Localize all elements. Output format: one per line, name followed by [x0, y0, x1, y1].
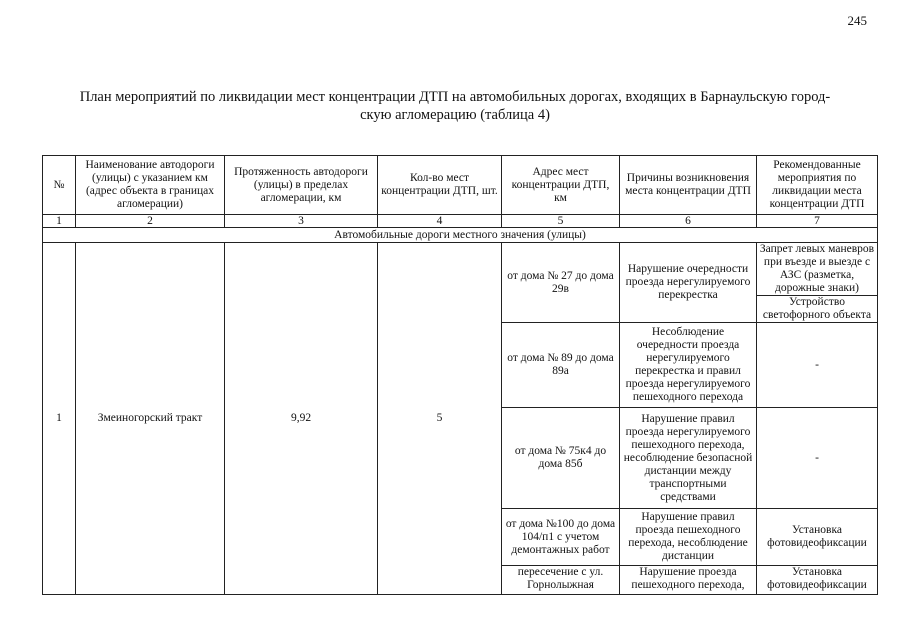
title-line-1: План мероприятий по ликвидации мест концентрации ДТП на автомобильных дорогах, входящих в Барнаульскую город-: [79, 89, 831, 105]
title-line-2: скую агломерацию (таблица 4): [360, 107, 550, 123]
header-count: Кол-во мест концентрации ДТП, шт.: [378, 156, 502, 215]
location-measure: Установка фотовидеофиксации: [757, 509, 878, 566]
road-name: Змеиногорский тракт: [76, 243, 225, 595]
column-number: 5: [502, 215, 620, 228]
road-number: 1: [43, 243, 76, 595]
location-cause: Нарушение проезда пешеходного перехода,: [620, 566, 757, 595]
column-number: 7: [757, 215, 878, 228]
column-number: 1: [43, 215, 76, 228]
location-address: от дома № 89 до дома 89а: [502, 323, 620, 408]
section-title: Автомобильные дороги местного значения (улицы): [43, 228, 878, 243]
location-cause: Нарушение правил проезда нерегулируемого пешеходного перехода, несоблюдение безопасной дистанции между транспортными средствами: [620, 408, 757, 509]
header-row: [43, 156, 878, 215]
header-measures: Рекомендованные мероприятия по ликвидации места концентрации ДТП: [757, 156, 878, 215]
location-cause: Нарушение правил проезда пешеходного перехода, несоблюдение дистанции: [620, 509, 757, 566]
header-address: Адрес мест концентрации ДТП, км: [502, 156, 620, 215]
measures-table: [42, 155, 878, 595]
column-number: 6: [620, 215, 757, 228]
document-title: [60, 88, 850, 124]
column-number: 4: [378, 215, 502, 228]
location-measure: -: [757, 408, 878, 509]
header-length: Протяженность автодороги (улицы) в пределах агломерации, км: [225, 156, 378, 215]
header-causes: Причины возникновения места концентрации ДТП: [620, 156, 757, 215]
location-address: пересечение с ул. Горнолыжная: [502, 566, 620, 595]
location-address: от дома № 75к4 до дома 85б: [502, 408, 620, 509]
column-number: 2: [76, 215, 225, 228]
section-row: [43, 228, 878, 243]
table-row: [43, 243, 878, 296]
header-road-name: Наименование автодороги (улицы) с указанием км (адрес объекта в границах агломерации): [76, 156, 225, 215]
location-address: от дома №100 до дома 104/п1 с учетом демонтажных работ: [502, 509, 620, 566]
concentration-count: 5: [378, 243, 502, 595]
page-number: 245: [847, 13, 867, 28]
header-number: №: [43, 156, 76, 215]
road-length: 9,92: [225, 243, 378, 595]
location-measure: Устройство светофорного объекта: [757, 296, 878, 323]
location-cause: Нарушение очередности проезда нерегулируемого перекрестка: [620, 243, 757, 323]
location-measure: -: [757, 323, 878, 408]
column-number-row: [43, 215, 878, 228]
column-number: 3: [225, 215, 378, 228]
location-measure: Установка фотовидеофиксации: [757, 566, 878, 595]
location-cause: Несоблюдение очередности проезда нерегулируемого перекрестка и правил проезда нерегулируемого пешеходного перехода: [620, 323, 757, 408]
location-address: от дома № 27 до дома 29в: [502, 243, 620, 323]
location-measure: Запрет левых маневров при въезде и выезде с АЗС (разметка, дорожные знаки): [757, 243, 878, 296]
